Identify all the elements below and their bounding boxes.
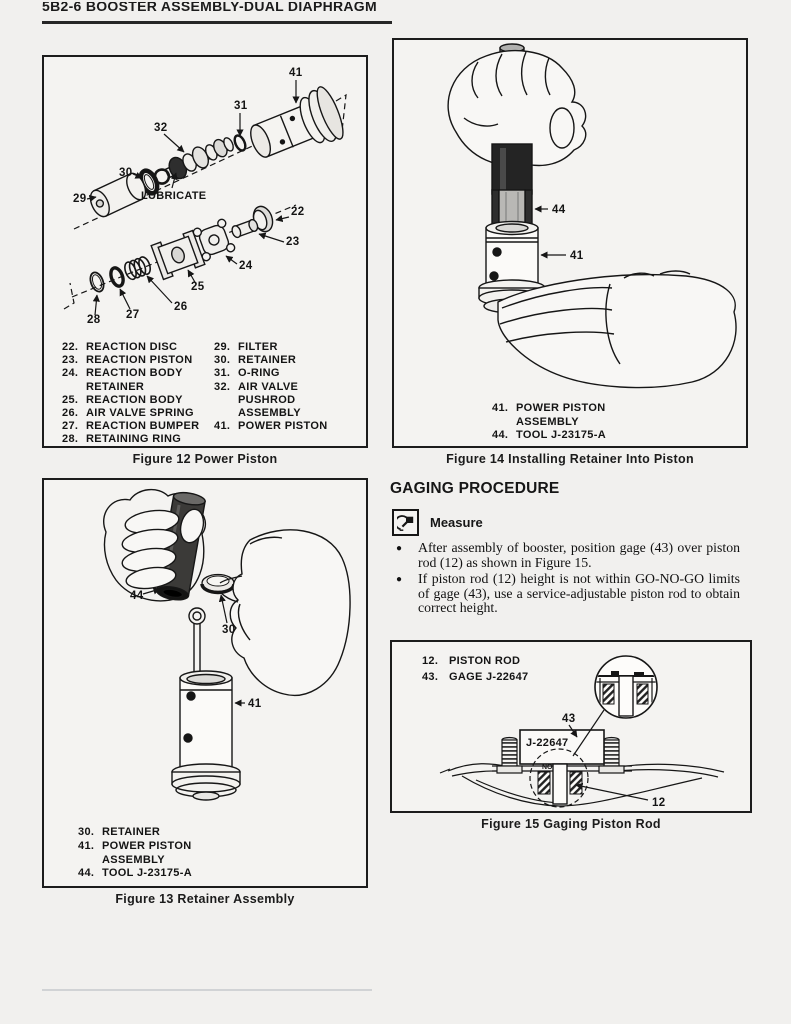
scan-artifact-line	[42, 989, 372, 991]
part-name: REACTION BODY	[86, 393, 183, 406]
gage-plate-43	[520, 730, 604, 764]
page-header-title: 5B2-6 BOOSTER ASSEMBLY-DUAL DIAPHRAGM	[42, 2, 377, 14]
piston-rod	[189, 608, 205, 680]
part-name: RETAINER	[238, 354, 297, 367]
callout-44: 44	[130, 590, 144, 602]
power-piston-assembly-41	[172, 671, 240, 800]
part-name: REACTION DISC	[86, 341, 178, 353]
figure12-parts-list-left	[62, 341, 199, 447]
gaging-bullet: ● After assembly of booster, position gage (43) over piston rod (12) as shown in Figure 15.	[392, 541, 740, 570]
filter-29	[87, 170, 150, 219]
micrometer-icon	[392, 509, 419, 536]
part-name: POWER PISTON	[516, 402, 606, 414]
part-number: 41.	[492, 402, 509, 414]
part-number: 32.	[214, 380, 231, 393]
figure12-caption: Figure 12 Power Piston	[132, 452, 278, 466]
figure12-parts-list-right	[214, 341, 328, 433]
reaction-bumper-27	[109, 266, 126, 288]
right-hand	[220, 530, 350, 696]
reaction-body-25	[151, 231, 205, 280]
part-row	[214, 354, 328, 367]
power-piston-41	[243, 84, 348, 170]
callout-30: 30	[222, 624, 236, 636]
retainer-30-disc	[202, 575, 234, 593]
figure14-caption: Figure 14 Installing Retainer Into Piston	[446, 452, 694, 466]
part-row	[78, 867, 192, 881]
part-number: 27.	[62, 420, 79, 433]
part-row	[492, 429, 606, 443]
part-name: REACTION PISTON	[86, 354, 193, 367]
part-number: 29.	[214, 341, 231, 353]
no-go-label: NO	[542, 764, 553, 771]
part-number: 25.	[62, 393, 79, 406]
part-name: REACTION BODY	[86, 367, 183, 380]
part-row	[62, 341, 199, 354]
part-number: 28.	[62, 433, 79, 446]
figure13-parts-list	[78, 826, 192, 881]
retaining-ring-28	[88, 271, 106, 294]
part-number: 31.	[214, 367, 231, 380]
figure15-box	[390, 640, 752, 813]
part-row	[214, 420, 328, 433]
callout-27: 27	[126, 309, 140, 321]
callout-41: 41	[570, 250, 584, 262]
part-row	[62, 407, 199, 420]
part-name: RETAINER	[86, 380, 145, 393]
part-number: 41.	[78, 839, 95, 852]
part-name: PISTON ROD	[449, 655, 521, 667]
piston-rod-12	[538, 764, 582, 804]
figure15-caption: Figure 15 Gaging Piston Rod	[481, 817, 661, 831]
part-name: POWER PISTON	[238, 420, 328, 433]
figure14-parts-list	[492, 402, 606, 443]
part-number: 26.	[62, 407, 79, 420]
part-row	[62, 394, 199, 407]
part-number: 12.	[422, 655, 439, 667]
part-name: RETAINING RING	[86, 433, 182, 446]
part-name: TOOL J-23175-A	[516, 429, 607, 442]
figure13-box	[42, 478, 368, 888]
part-row	[62, 433, 199, 446]
part-row	[214, 407, 328, 420]
o-ring-31	[233, 134, 248, 152]
figure13-illustration	[44, 480, 366, 820]
gaging-heading: GAGING PROCEDURE	[390, 480, 560, 497]
gage-plate-label: J-22647	[526, 737, 569, 749]
callout-43: 43	[562, 713, 576, 725]
part-number: 41.	[214, 420, 231, 433]
lower-hand	[498, 271, 736, 388]
tool-44	[492, 144, 532, 228]
callout-28: 28	[87, 314, 101, 326]
part-number	[78, 854, 102, 868]
part-number: 23.	[62, 354, 79, 367]
part-number: 30.	[78, 826, 95, 838]
part-row	[62, 367, 199, 380]
part-row	[214, 367, 328, 380]
part-number: 43.	[422, 671, 439, 683]
gaging-bullets	[392, 541, 740, 618]
callout-26: 26	[174, 301, 188, 313]
reaction-piston-23	[231, 218, 260, 238]
callout-22: 22	[291, 206, 305, 218]
callout-23: 23	[286, 236, 300, 248]
part-row	[78, 854, 192, 868]
air-valve-pushrod-32	[150, 133, 236, 189]
part-row	[62, 381, 199, 394]
part-row	[78, 840, 192, 854]
part-name: FILTER	[238, 341, 278, 353]
callout-41: 41	[289, 67, 303, 79]
callout-25: 25	[191, 281, 205, 293]
gaging-bullet: ● If piston rod (12) height is not within GO-NO-GO limits of gage (43), use a service-adjustable piston rod to obtain correct height.	[392, 572, 740, 616]
part-row	[214, 394, 328, 407]
part-name: ASSEMBLY	[102, 853, 165, 866]
callout-12: 12	[652, 797, 666, 809]
measure-label: Measure	[430, 515, 483, 530]
part-number	[214, 407, 238, 420]
part-row	[492, 416, 606, 430]
part-number: 24.	[62, 367, 79, 380]
part-name: ASSEMBLY	[516, 415, 579, 428]
callout-44: 44	[552, 204, 566, 216]
part-name: GAGE J-22647	[449, 671, 529, 683]
part-name: PUSHROD	[238, 393, 296, 406]
callout-31: 31	[234, 100, 248, 112]
part-number: 44.	[492, 429, 509, 442]
part-name: RETAINER	[102, 826, 161, 838]
part-row	[492, 402, 606, 416]
part-number	[62, 381, 86, 394]
part-row	[62, 420, 199, 433]
callout-24: 24	[239, 260, 253, 272]
part-name: AIR VALVE	[238, 380, 299, 393]
lubricate-label: LUBRICATE	[141, 190, 207, 202]
figure14-illustration	[394, 40, 746, 398]
part-number	[214, 394, 238, 407]
figure14-box	[392, 38, 748, 448]
part-name: REACTION BUMPER	[86, 420, 200, 433]
figure15-illustration	[392, 642, 750, 810]
part-name: O-RING	[238, 367, 280, 380]
part-number	[492, 416, 516, 430]
part-name: AIR VALVE SPRING	[86, 407, 194, 420]
part-row	[214, 381, 328, 394]
part-name: ASSEMBLY	[238, 407, 301, 420]
figure12-box	[42, 55, 368, 448]
figure12-exploded-diagram	[44, 57, 364, 337]
callout-41: 41	[248, 698, 262, 710]
measure-row	[392, 509, 483, 536]
callout-32: 32	[154, 122, 168, 134]
header-rule	[42, 21, 392, 24]
page-header	[42, 2, 402, 19]
lower-bracket	[64, 283, 74, 309]
figure13-caption: Figure 13 Retainer Assembly	[115, 892, 295, 906]
part-number: 30.	[214, 354, 231, 367]
part-number: 44.	[78, 867, 95, 880]
callout-29: 29	[73, 193, 87, 205]
part-name: POWER PISTON	[102, 839, 192, 852]
part-name: TOOL J-23175-A	[102, 867, 193, 880]
part-row	[78, 826, 192, 840]
callout-30: 30	[119, 167, 133, 179]
part-row	[214, 341, 328, 354]
part-number: 22.	[62, 341, 79, 353]
part-row	[62, 354, 199, 367]
